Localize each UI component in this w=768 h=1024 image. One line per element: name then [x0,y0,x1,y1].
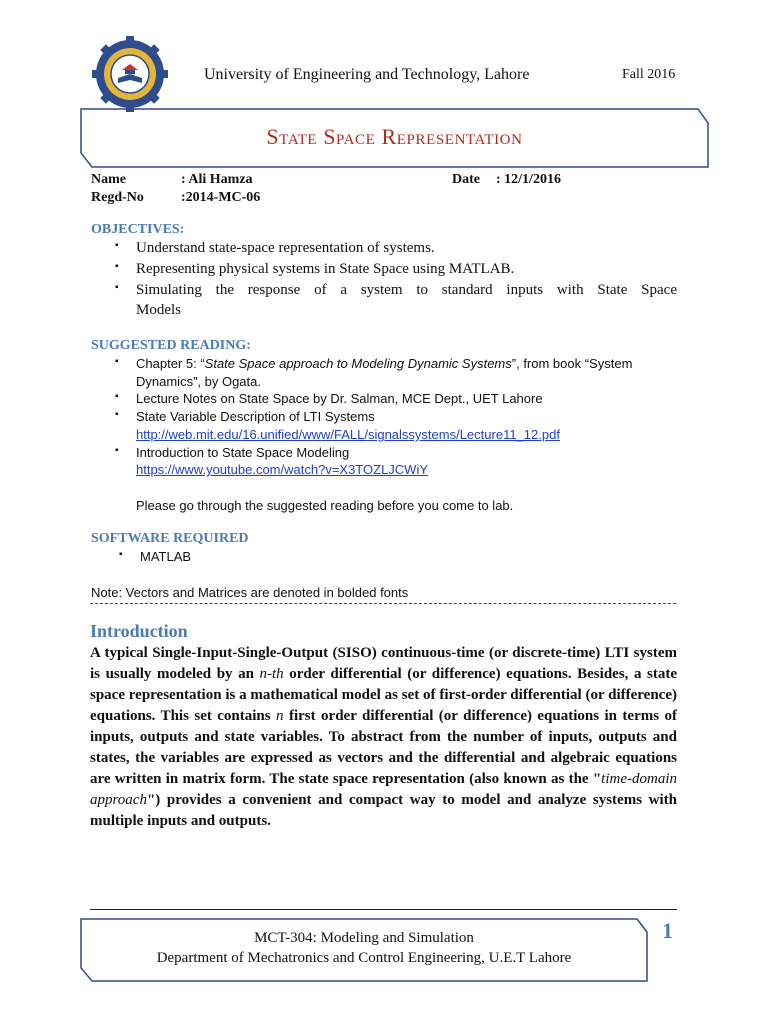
footer-rule [90,909,677,910]
page-number: 1 [662,918,673,943]
bullet-icon: ▪ [115,356,119,367]
date-value: : 12/1/2016 [496,172,561,187]
regd-value: :2014-MC-06 [181,190,261,205]
objectives-heading: OBJECTIVES: [91,222,185,237]
software-item: ▪ MATLAB [119,549,192,564]
objective-item-continued: Models [136,302,181,318]
course-title: MCT-304: Modeling and Simulation [254,930,474,946]
name-value: : Ali Hamza [181,172,253,187]
software-heading: SOFTWARE REQUIRED [91,531,249,546]
university-name: University of Engineering and Technology, Lahore [204,66,530,83]
reading-item: ▪ Lecture Notes on State Space by Dr. Salman, MCE Dept., UET Lahore [115,391,543,406]
reading-item-continued: Dynamics”, by Ogata. [136,374,261,389]
bullet-icon: ▪ [115,261,119,272]
term-label: Fall 2016 [622,67,676,82]
bullet-icon: ▪ [119,549,123,560]
bullet-icon: ▪ [115,409,119,420]
university-logo [92,36,168,112]
regd-label: Regd-No [91,190,144,205]
reading-heading: SUGGESTED READING: [91,338,251,353]
fonts-note: Note: Vectors and Matrices are denoted in bolded fonts [91,585,409,600]
page-title: State Space Representation [266,124,523,149]
mit-lecture-link[interactable]: http://web.mit.edu/16.unified/www/FALL/signalssystems/Lecture11_12.pdf [136,427,560,442]
department-name: Department of Mechatronics and Control Engineering, U.E.T Lahore [156,950,572,966]
section-divider [90,603,676,604]
bullet-icon: ▪ [115,445,119,456]
objective-item: ▪ Simulating the response of a system to standard inputs with State Space [115,282,677,298]
objective-item: ▪ Representing physical systems in State Space using MATLAB. [115,261,515,277]
bullet-icon: ▪ [115,240,119,251]
name-label: Name [91,172,126,187]
reading-note: Please go through the suggested reading before you come to lab. [136,498,514,513]
introduction-paragraph: A typical Single-Input-Single-Output (SISO) continuous-time (or discrete-time) LTI system is usually modeled by an n-th order differential (or difference) equations. Besides, a state space representation is a mathematical model as set of first-order differential (or difference) equations. This set contains n first order differential (or difference) equations in terms of inputs, outputs and state variables. To abstract from the number of inputs, outputs and states, the variables are expressed as vectors and the differential and algebraic equations are written in matrix form. The state space representation (also known as the "time-domain approach") provides a convenient and compact way to model and analyze systems with multiple inputs and outputs. [90,645,678,829]
reading-item: ▪ State Variable Description of LTI Systems [115,409,375,424]
bullet-icon: ▪ [115,282,119,293]
introduction-heading: Introduction [90,621,188,641]
reading-item: ▪ Introduction to State Space Modeling [115,445,350,460]
reading-item: ▪ Chapter 5: “State Space approach to Modeling Dynamic Systems”, from book “System [115,356,633,371]
date-label: Date [452,172,480,187]
objective-item: ▪ Understand state-space representation of systems. [115,240,435,256]
bullet-icon: ▪ [115,391,119,402]
youtube-link[interactable]: https://www.youtube.com/watch?v=X3TOZLJCWiY [136,462,429,477]
